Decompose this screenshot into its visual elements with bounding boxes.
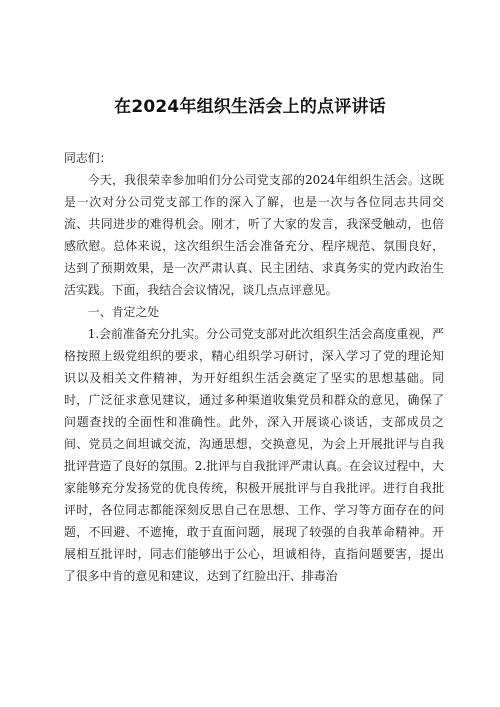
intro-paragraph: 今天，我很荣幸参加咱们分公司党支部的2024年组织生活会。这既是一次对分公司党支部工作的深入了解，也是一次与各位同志共同交流、共同进步的难得机会。刚才，听了大家的发言，我深受触动，也倍感欣慰。总体来说，这次组织生活会准备充分、程序规范、氛围良好，达到了预期效果，是一次严肃认真、民主团结、求真务实的党内政治生活实践。下面，我结合会议情况，谈几点点评意见。 (64, 173, 444, 297)
section-heading: 一、肯定之处 (87, 305, 160, 319)
salutation: 同志们： (64, 151, 112, 165)
document-body (64, 147, 444, 587)
document-title: 在2024年组织生活会上的点评讲话 (114, 97, 386, 117)
section-paragraph: 1.会前准备充分扎实。分公司党支部对此次组织生活会高度重视，严格按照上级党组织的要求，精心组织学习研讨，深入学习了党的理论知识以及相关文件精神，为开好组织生活会奠定了坚实的思想基础。同时，广泛征求意见建议，通过多种渠道收集党员和群众的意见，确保了问题查找的全面性和准确性。此外，深入开展谈心谈话，支部成员之间、党员之间坦诚交流，沟通思想，交换意见，为会上开展批评与自我批评营造了良好的氛围。2.批评与自我批评严肃认真。在会议过程中，大家能够充分发扬党的优良传统，积极开展批评与自我批评。进行自我批评时，各位同志都能深刻反思自己在思想、工作、学习等方面存在的问题，不回避、不遮掩，敢于直面问题，展现了较强的自我革命精神。开展相互批评时，同志们能够出于公心，坦诚相待，直指问题要害，提出了很多中肯的意见和建议，达到了红脸出汗、排毒治 (64, 327, 444, 583)
